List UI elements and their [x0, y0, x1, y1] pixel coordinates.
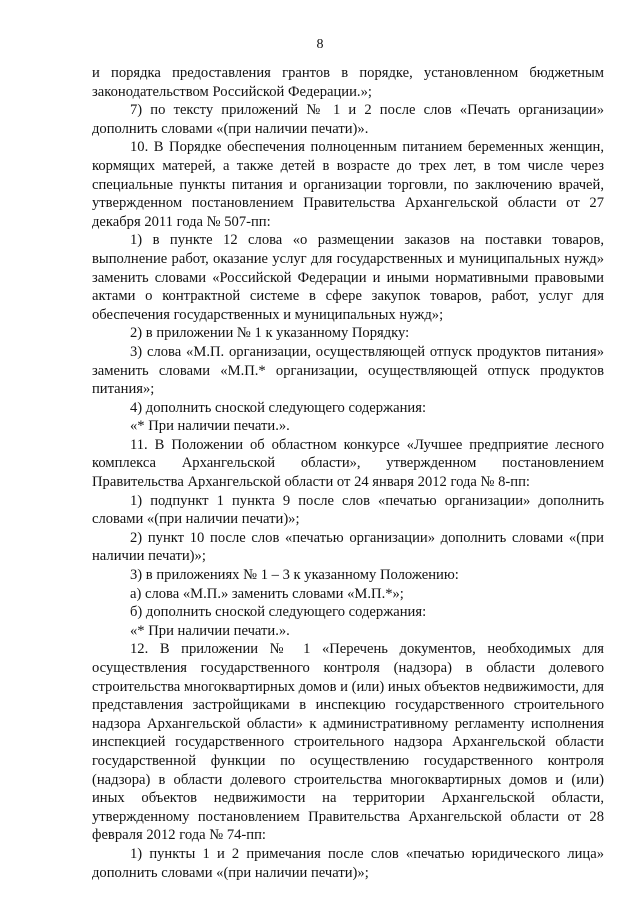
- paragraph: а) слова «М.П.» заменить словами «М.П.*»;: [130, 585, 404, 602]
- paragraph: 2) в приложении № 1 к указанному Порядку:: [130, 325, 410, 342]
- paragraph: и порядка предоставления грантов в порядке, установленном бюджетным законодательством Российской Федерации.»;: [92, 65, 604, 100]
- paragraph: 1) пункты 1 и 2 примечания после слов «печатью юридического лица» дополнить словами «(при наличии печати)»;: [92, 845, 604, 881]
- document-body: [92, 64, 604, 882]
- paragraph: 1) подпункт 1 пункта 9 после слов «печатью организации» дополнить словами «(при наличии печати)»;: [92, 492, 604, 528]
- paragraph: 12. В приложении № 1 «Перечень документов, необходимых для осуществления государственного контроля (надзора) в области долевого строительства многоквартирных домов и (или) иных объектов недвижимости, для представления застройщиками в инспекцию государственного строительного надзора Архангельской области» к административному регламенту исполнения инспекцией государственного строительного надзора Архангельской области государственной функции по осуществлению государственного контроля (надзора) в области долевого строительства многоквартирных домов и (или) иных объектов недвижимости на территории Архангельской области, утвержденному постановлением Правительства Архангельской области от 28 февраля 2012 года № 74-пп:: [92, 641, 604, 844]
- paragraph: «* При наличии печати.».: [130, 418, 290, 435]
- paragraph: «* При наличии печати.».: [130, 622, 290, 639]
- paragraph: 2) пункт 10 после слов «печатью организации» дополнить словами «(при наличии печати)»;: [92, 529, 604, 565]
- paragraph: б) дополнить сноской следующего содержания:: [130, 604, 427, 621]
- page-number: 8: [316, 37, 324, 52]
- paragraph: 1) в пункте 12 слова «о размещении заказов на поставки товаров, выполнение работ, оказание услуг для государственных и муниципальных нужд» заменить словами «Российской Федерации и иными нормативными правовыми актами о контрактной системе в сфере закупок товаров, работ, услуг для обеспечения государственных и муниципальных нужд»;: [92, 232, 604, 323]
- paragraph: 7) по тексту приложений № 1 и 2 после слов «Печать организации» дополнить словами «(при наличии печати)».: [92, 102, 604, 137]
- paragraph: 3) в приложениях № 1 – 3 к указанному Положению:: [130, 567, 459, 584]
- paragraph: 3) слова «М.П. организации, осуществляющей отпуск продуктов питания» заменить словами «М.П.* организации, осуществляющей отпуск продуктов питания»;: [92, 343, 604, 398]
- paragraph: 11. В Положении об областном конкурсе «Лучшее предприятие лесного комплекса Архангельской области», утвержденном постановлением Правительства Архангельской области от 24 января 2012 года № 8-пп:: [92, 436, 604, 491]
- paragraph: 10. В Порядке обеспечения полноценным питанием беременных женщин, кормящих матерей, а также детей в возрасте до трех лет, в том числе через специальные пункты питания и организации торговли, по заключению врачей, утвержденном постановлением Правительства Архангельской области от 27 декабря 2011 года № 507-пп:: [92, 139, 604, 230]
- paragraph: 4) дополнить сноской следующего содержания:: [130, 399, 427, 416]
